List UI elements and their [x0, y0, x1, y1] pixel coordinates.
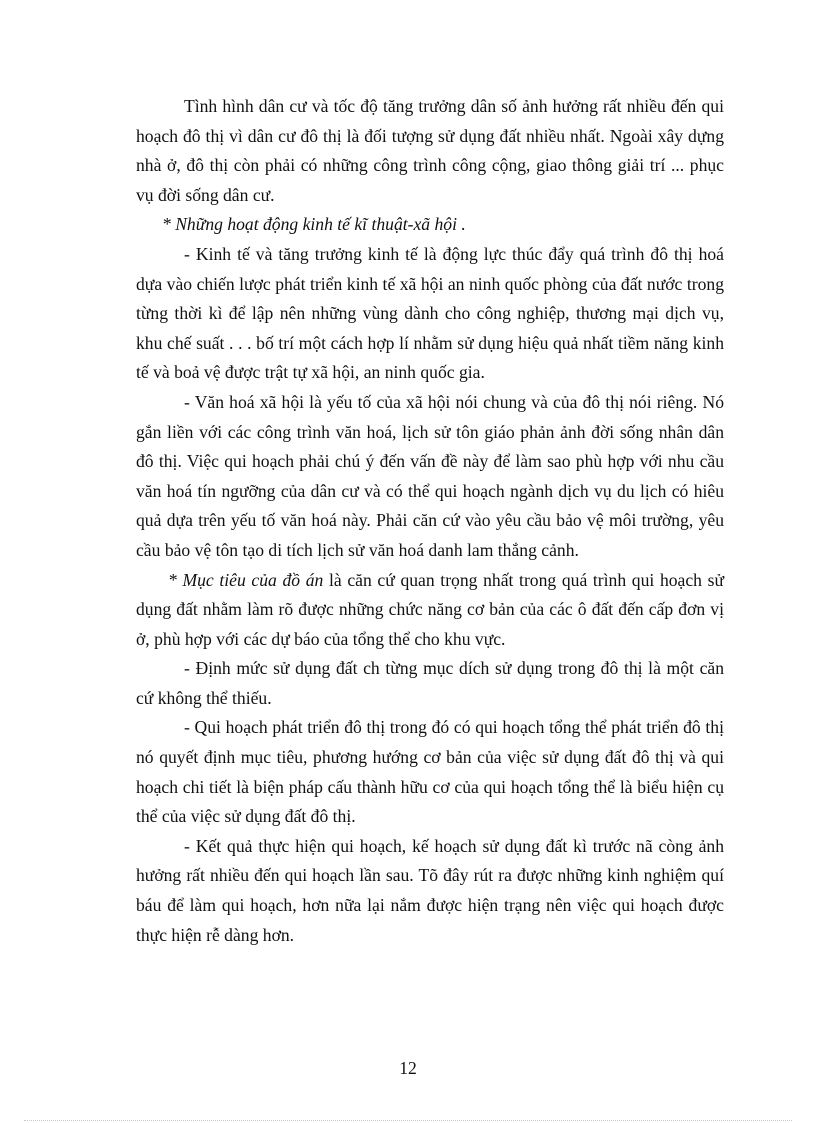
project-goals-text: là căn cứ quan trọng nhất trong quá trình qui hoạch sử dụng đất nhằm làm rõ được những chức năng cơ bản của các ô đất đến cấp đơn vị ở, phù hợp với các dự báo của tổng thể cho khu vực.	[136, 569, 724, 649]
paragraph-land-use-norms: - Định mức sử dụng đất ch từng mục dích sử dụng trong đô thị là một căn cứ không thể thiếu.	[136, 658, 724, 708]
project-goals-heading: * Mục tiêu của đồ án	[168, 569, 324, 590]
paragraph-development-planning: - Qui hoạch phát triển đô thị trong đó có qui hoạch tổng thể phát triển đô thị nó quyết định mục tiêu, phương hướng cơ bản của việc sử dụng đất đô thị và qui hoạch chi tiết là biện pháp cấu thành hữu cơ của qui hoạch tổng thể là biểu hiện cụ thể của việc sử dụng đất đô thị.	[136, 717, 724, 827]
document-body	[136, 92, 724, 950]
paragraph-previous-results: - Kết quả thực hiện qui hoạch, kế hoạch sử dụng đất kì trước nã còng ảnh hưởng rất nhiều đến qui hoạch lần sau. Tõ đây rút ra được những kinh nghiệm quí báu để làm qui hoạch, hơn nữa lại nắm được hiện trạng nên việc qui hoạch được thực hiện rễ dàng hơn.	[136, 835, 724, 945]
paragraph-population: Tình hình dân cư và tốc độ tăng trưởng dân số ảnh hưởng rất nhiều đến qui hoạch đô thị vì dân cư đô thị là đối tượng sử dụng đất nhiều nhất. Ngoài xây dựng nhà ở, đô thị còn phải có những công trình công cộng, giao thông giải trí ... phục vụ đời sống dân cư.	[136, 96, 724, 205]
page-bottom-divider	[24, 1120, 792, 1121]
paragraph-project-goals	[136, 566, 724, 655]
heading-socioeconomic-activities: * Những hoạt động kinh tế kĩ thuật-xã hội .	[162, 214, 466, 235]
paragraph-culture: - Văn hoá xã hội là yếu tố của xã hội nói chung và của đô thị nói riêng. Nó gắn liền với các công trình văn hoá, lịch sử tôn giáo phản ảnh đời sống nhân dân đô thị. Việc qui hoạch phải chú ý đến vấn đề này để làm sao phù hợp với nhu cầu văn hoá tín ngưỡng của dân cư và có thể qui hoạch ngành dịch vụ du lịch có hiêu quả dựa trên yếu tố văn hoá này. Phải căn cứ vào yêu cầu bảo vệ môi trường, yêu cầu bảo vệ tôn tạo di tích lịch sử văn hoá danh lam thắng cảnh.	[136, 391, 724, 560]
paragraph-economy: - Kinh tế và tăng trưởng kinh tế là động lực thúc đẩy quá trình đô thị hoá dựa vào chiến lược phát triển kinh tế xã hội an ninh quốc phòng của đất nước trong từng thời kì để lập nên những vùng dành cho công nghiệp, thương mại dịch vụ, khu chế suất . . . bố trí một cách hợp lí nhằm sử dụng hiệu quả nhất tiềm năng kinh tế và boả vệ được trật tự xã hội, an ninh quốc gia.	[136, 243, 724, 383]
page-number: 12	[399, 1058, 417, 1078]
